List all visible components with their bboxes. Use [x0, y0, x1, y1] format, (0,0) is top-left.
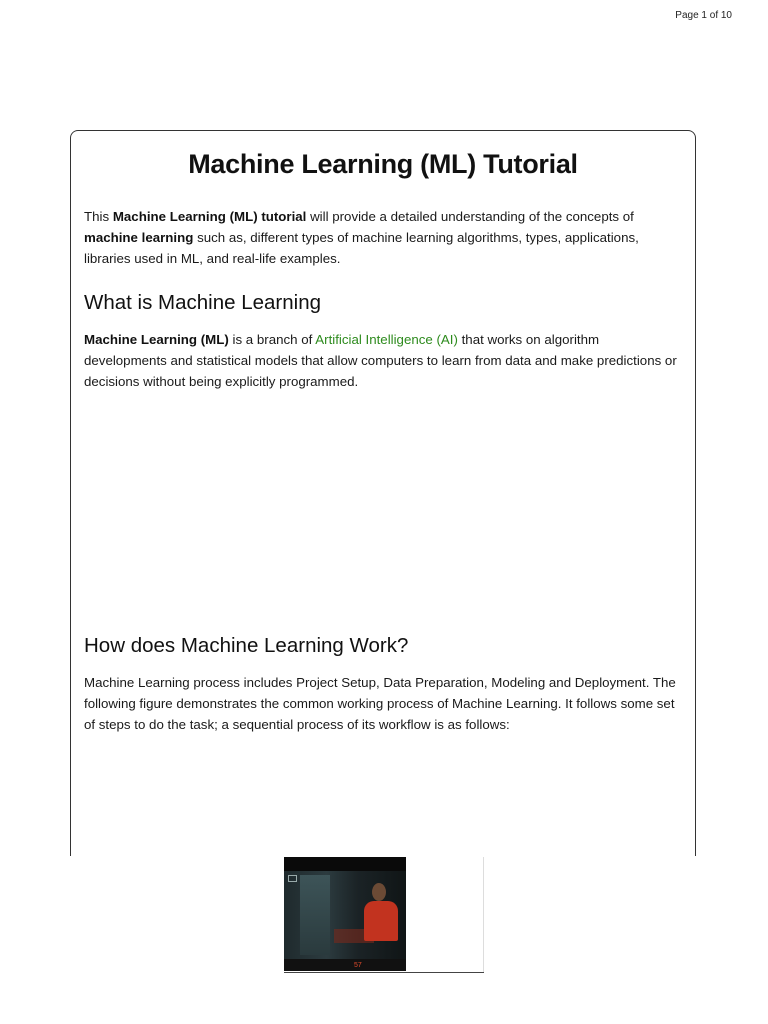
- page-counter: Page 1 of 10: [675, 10, 732, 21]
- what-is-paragraph: [84, 329, 682, 392]
- how-does-paragraph: Machine Learning process includes Project Setup, Data Preparation, Modeling and Deployment. The following figure demonstrates the common working process of Machine Learning. It follows some set of steps to do the task; a sequential process of its workflow is as follows:: [84, 675, 676, 732]
- section-heading-what-is: What is Machine Learning: [84, 291, 322, 314]
- intro-text-3: such as, different types of machine learning algorithms, types, applications, libraries used in ML, and real-life examples.: [84, 230, 639, 266]
- video-bottom-border: [284, 972, 484, 973]
- video-thumbnail: [284, 871, 406, 959]
- page-title: Machine Learning (ML) Tutorial: [188, 149, 578, 179]
- video-menu-icon[interactable]: [288, 875, 297, 882]
- video-player[interactable]: [284, 857, 406, 971]
- content-card: [70, 130, 696, 856]
- video-badge: 57: [354, 962, 362, 969]
- video-right-border: [483, 857, 484, 973]
- blank-spacer: [84, 392, 682, 612]
- section-heading-how-does: How does Machine Learning Work?: [84, 634, 409, 657]
- what-is-text-2: that works on algorithm developments and statistical models that allow computers to learn from data and make predictions or decisions without being explicitly programmed.: [84, 332, 677, 389]
- video-control-bar[interactable]: [284, 959, 406, 971]
- intro-bold-2: machine learning: [84, 230, 194, 245]
- intro-bold-1: Machine Learning (ML) tutorial: [112, 209, 307, 224]
- intro-text-2: will provide a detailed understanding of the concepts of: [306, 209, 634, 224]
- video-window-shape: [300, 875, 330, 955]
- video-person-body: [364, 901, 398, 941]
- intro-paragraph: [84, 206, 682, 269]
- ai-link[interactable]: Artificial Intelligence (AI): [315, 332, 458, 347]
- what-is-bold: Machine Learning (ML): [84, 332, 229, 347]
- intro-text-1: This: [84, 209, 113, 224]
- video-person-head: [372, 883, 386, 901]
- video-embed[interactable]: [284, 857, 484, 973]
- what-is-text-1: is a branch of: [228, 332, 316, 347]
